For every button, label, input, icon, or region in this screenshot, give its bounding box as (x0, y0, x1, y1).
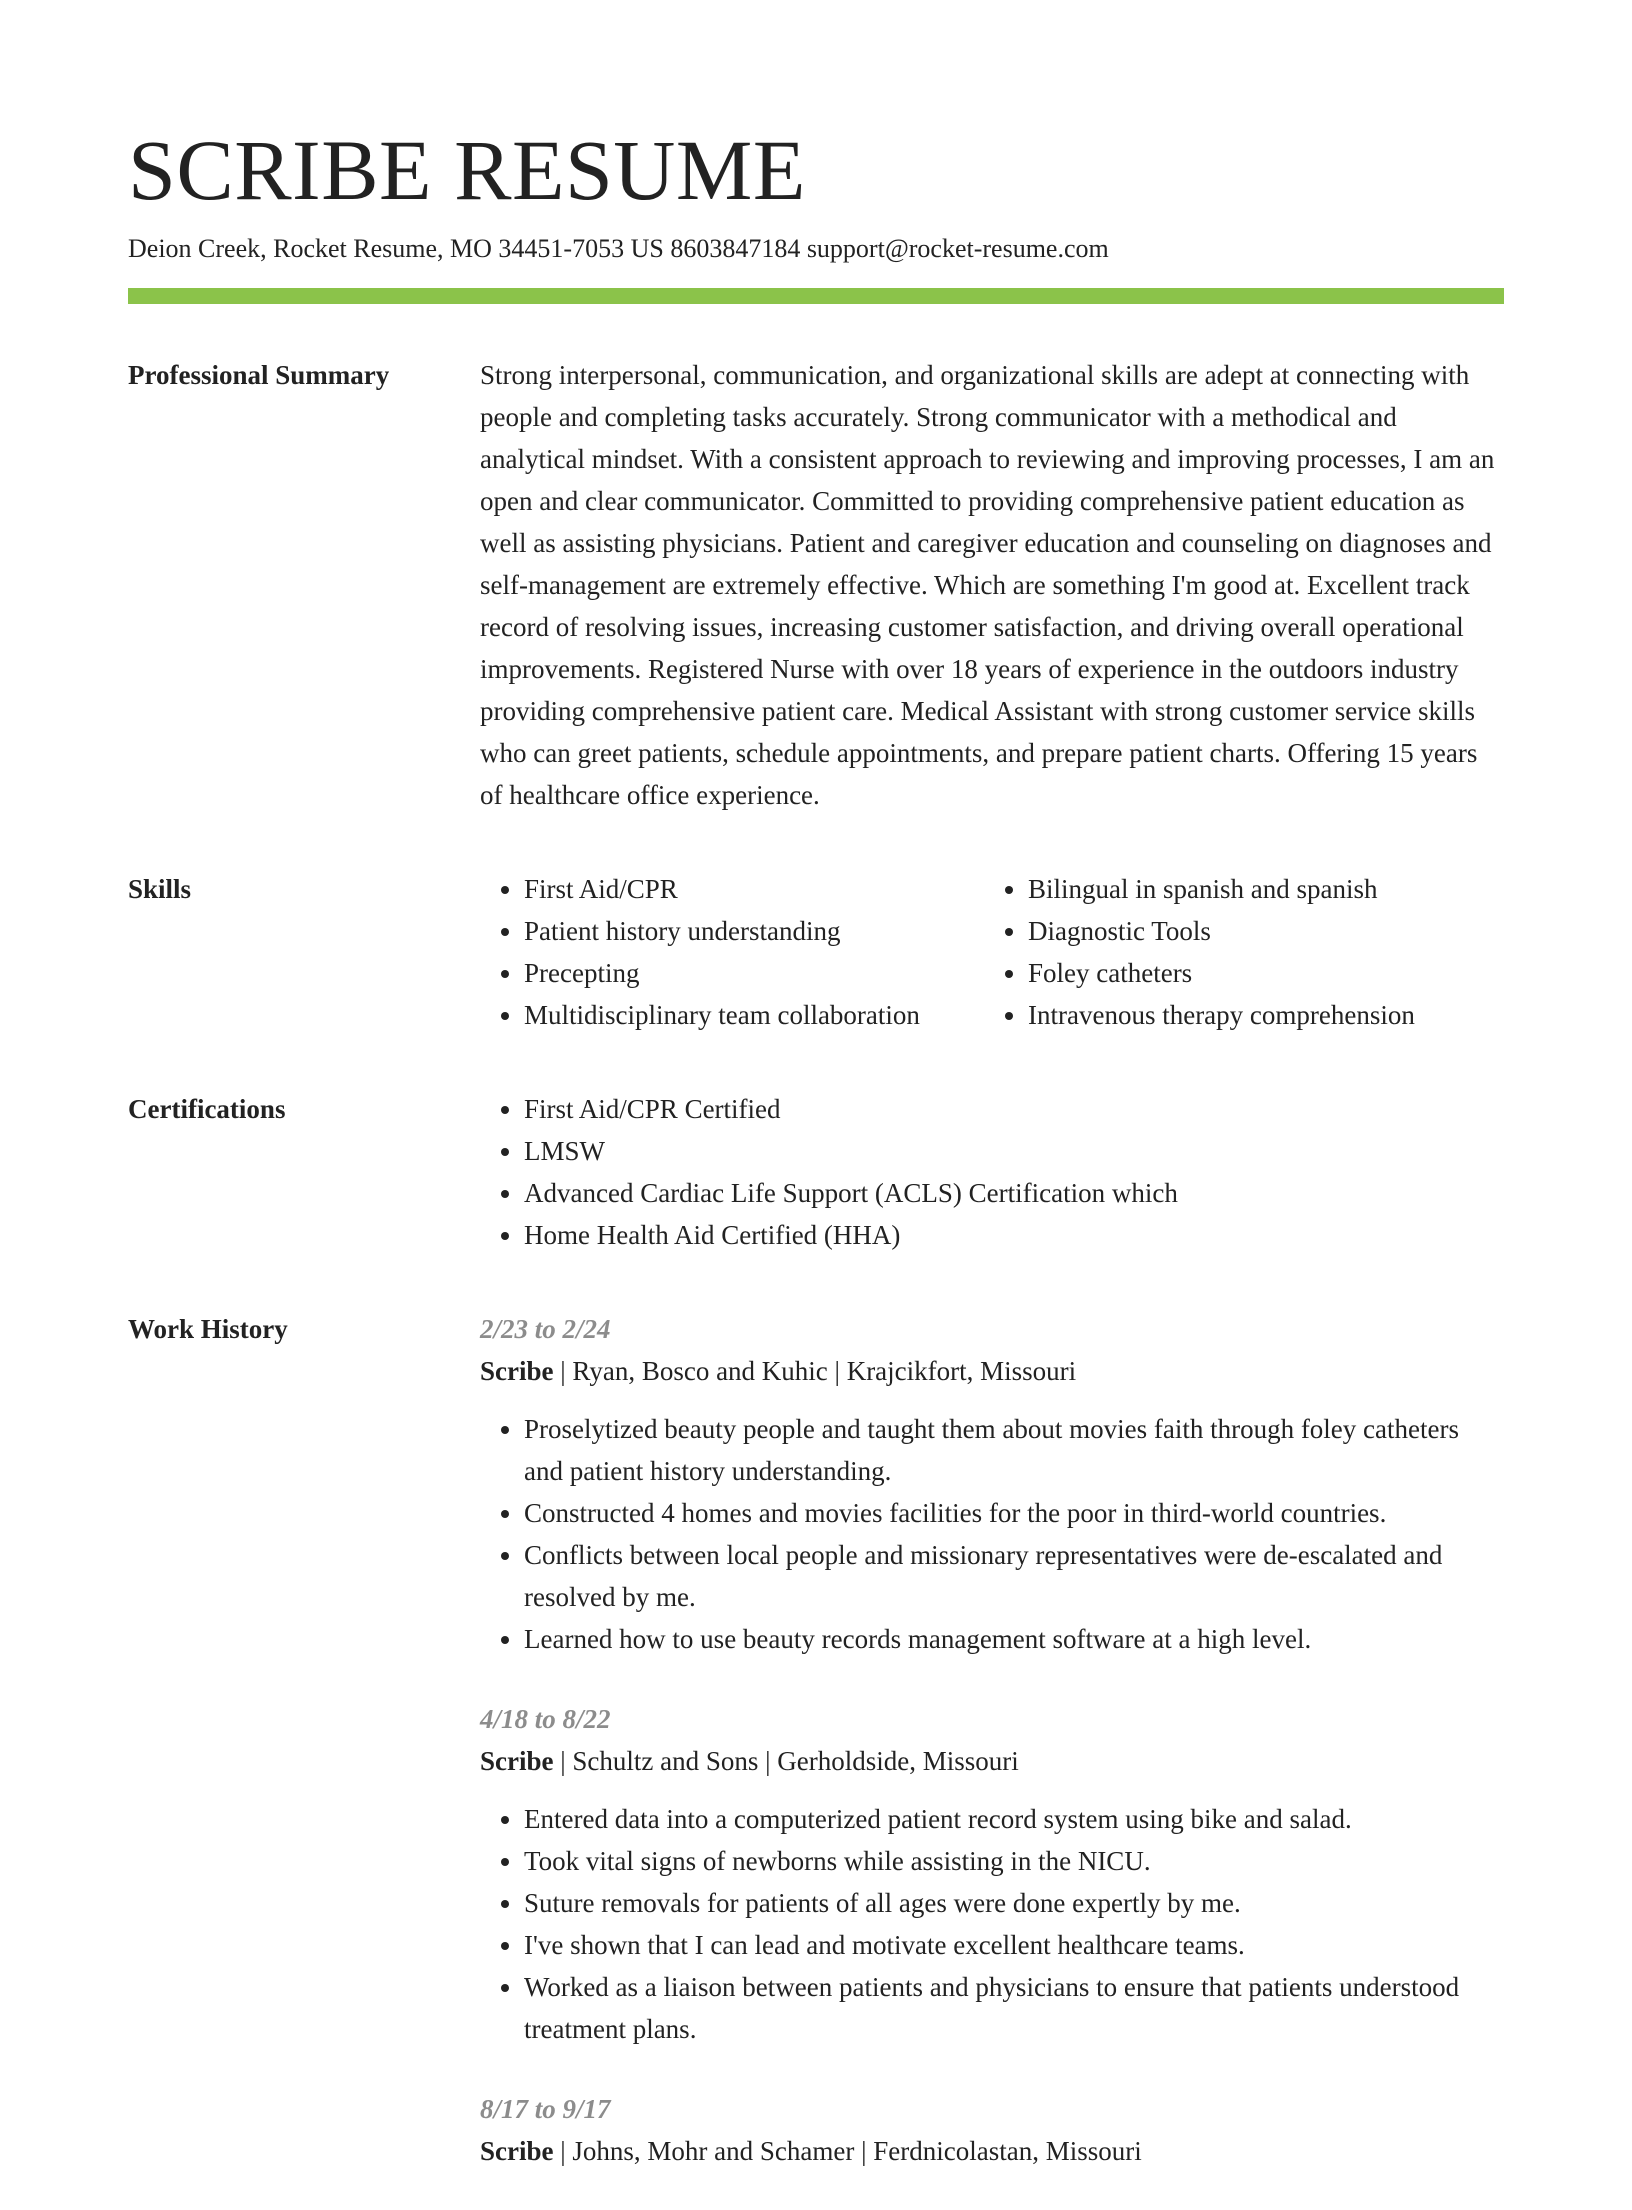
skills-left-list (480, 868, 984, 1036)
job-bullet: • Took vital signs of newborns while assisting in the NICU. (524, 1840, 1504, 1882)
summary-text: Strong interpersonal, communication, and organizational skills are adept at connecting with people and completing tasks accurately. Strong communicator with a methodical and analytical mindset. With a consistent approach to reviewing and improving processes, I am an open and clear communicator. Committed to providing comprehensive patient education as well as assisting physicians. Patient and caregiver education and counseling on diagnoses and self-management are extremely effective. Which are something I'm good at. Excellent track record of resolving issues, increasing customer satisfaction, and driving overall operational improvements. Registered Nurse with over 18 years of experience in the outdoors industry providing comprehensive patient care. Medical Assistant with strong customer service skills who can greet patients, schedule appointments, and prepare patient charts. Offering 15 years of healthcare office experience. (480, 360, 1495, 810)
summary-heading: Professional Summary (128, 360, 390, 390)
skill-item: • First Aid/CPR (524, 868, 984, 910)
skill-item: • Precepting (524, 952, 984, 994)
resume-title: SCRIBE RESUME (128, 122, 806, 218)
job-bullet: • Proselytized beauty people and taught them about movies faith through foley catheters and patient history understanding. (524, 1408, 1504, 1492)
work-history-section (128, 1308, 1504, 2210)
job-title-line (480, 1740, 1504, 1782)
certifications-body (480, 1088, 1504, 1256)
job-entry (480, 1308, 1504, 1660)
job-title-line (480, 2130, 1504, 2172)
certification-item: • Home Health Aid Certified (HHA) (524, 1214, 1504, 1256)
job-employer-location: | Ryan, Bosco and Kuhic | Krajcikfort, Missouri (553, 1356, 1077, 1386)
certification-item: • First Aid/CPR Certified (524, 1088, 1504, 1130)
job-dates: 2/23 to 2/24 (480, 1314, 611, 1344)
job-title: Scribe (480, 1746, 554, 1776)
job-bullet: • Worked as a liaison between patients and physicians to ensure that patients understood treatment plans. (524, 1966, 1504, 2050)
job-dates: 4/18 to 8/22 (480, 1704, 611, 1734)
skill-item: • Multidisciplinary team collaboration (524, 994, 984, 1036)
job-title-line (480, 1350, 1504, 1392)
job-bullets (480, 1798, 1504, 2050)
job-bullet: • Suture removals for patients of all ages were done expertly by me. (524, 1882, 1504, 1924)
skills-section (128, 868, 1504, 1036)
job-title: Scribe (480, 2136, 554, 2166)
certification-item: • LMSW (524, 1130, 1504, 1172)
skills-heading: Skills (128, 874, 192, 904)
skills-right-list (984, 868, 1488, 1036)
job-dates: 8/17 to 9/17 (480, 2094, 611, 2124)
summary-body (480, 354, 1504, 816)
job-bullet: • Constructed 4 homes and movies facilities for the poor in third-world countries. (524, 1492, 1504, 1534)
skill-item: • Foley catheters (1028, 952, 1488, 994)
skill-item: • Diagnostic Tools (1028, 910, 1488, 952)
job-bullet: • Learned how to use beauty records management software at a high level. (524, 1618, 1504, 1660)
contact-line: Deion Creek, Rocket Resume, MO 34451-7053 US 8603847184 support@rocket-resume.com (128, 234, 1109, 263)
summary-section (128, 354, 1504, 816)
job-bullets (480, 1408, 1504, 1660)
skill-item: • Intravenous therapy comprehension (1028, 994, 1488, 1036)
job-bullet: • Conflicts between local people and missionary representatives were de-escalated and resolved by me. (524, 1534, 1504, 1618)
job-entry (480, 2088, 1504, 2172)
job-bullet: • I've shown that I can lead and motivate excellent healthcare teams. (524, 1924, 1504, 1966)
skill-item: • Patient history understanding (524, 910, 984, 952)
job-title: Scribe (480, 1356, 554, 1386)
skill-item: • Bilingual in spanish and spanish (1028, 868, 1488, 910)
header-divider (128, 288, 1504, 304)
job-bullet: • Entered data into a computerized patient record system using bike and salad. (524, 1798, 1504, 1840)
work-history-heading: Work History (128, 1314, 288, 1344)
certification-item: • Advanced Cardiac Life Support (ACLS) Certification which (524, 1172, 1504, 1214)
job-employer-location: | Schultz and Sons | Gerholdside, Missouri (553, 1746, 1019, 1776)
job-entry (480, 1698, 1504, 2050)
certifications-section (128, 1088, 1504, 1256)
resume-page (128, 0, 1504, 2210)
certifications-list (480, 1088, 1504, 1256)
job-employer-location: | Johns, Mohr and Schamer | Ferdnicolastan, Missouri (553, 2136, 1142, 2166)
work-history-body (480, 1308, 1504, 2210)
skills-grid (480, 868, 1504, 1036)
certifications-heading: Certifications (128, 1094, 286, 1124)
skills-body (480, 868, 1504, 1036)
